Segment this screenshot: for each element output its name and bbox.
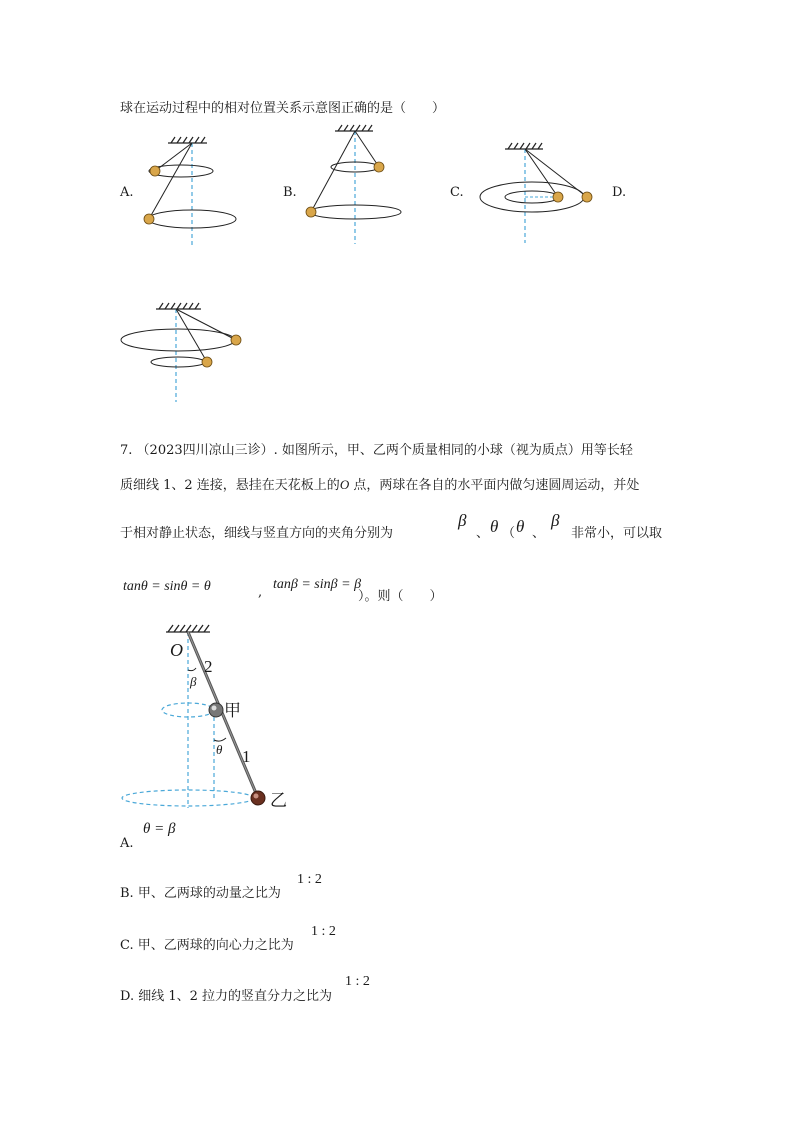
label-yi: 乙 — [270, 791, 287, 810]
label-theta: θ — [216, 742, 223, 757]
question-7-text-4: ）。则（ ） — [358, 589, 443, 604]
label-2: 2 — [204, 657, 213, 676]
formula-beta: tanβ = sinβ = β — [273, 577, 362, 592]
label-1: 1 — [242, 747, 251, 766]
question-7-text-3b: 非常小，可以取 — [571, 526, 663, 541]
lower-orbit — [151, 357, 205, 367]
point-o: O — [339, 477, 350, 492]
separator: 、 — [476, 526, 490, 541]
upper-orbit — [121, 329, 235, 351]
option-7d-value: 1 : 2 — [345, 974, 370, 989]
ball-outer — [582, 192, 592, 202]
question-7-text-2a: 质细线 1、2 连接，悬挂在天花板上的 — [120, 478, 340, 493]
option-7b-value: 1 : 2 — [297, 872, 322, 887]
ball-upper — [150, 166, 160, 176]
ceiling-hatch — [335, 125, 373, 131]
pendulum-figure — [110, 622, 310, 822]
ceiling-hatch — [166, 625, 210, 632]
string-highlight — [188, 632, 258, 798]
option-6b-figure — [303, 122, 413, 247]
option-6a-label: A. — [120, 185, 134, 200]
option-7d-letter: D. — [120, 989, 135, 1004]
question-6-stem: 球在运动过程中的相对位置关系示意图正确的是（ ） — [120, 101, 446, 116]
question-7-line-3 — [120, 526, 393, 542]
label-o: O — [170, 640, 183, 660]
label-jia: 甲 — [224, 701, 241, 720]
separator-2: 、 — [532, 526, 546, 541]
string-outer — [525, 149, 587, 197]
theta-symbol-2: θ — [516, 517, 525, 536]
ball-jia-highlight — [212, 706, 217, 711]
formula-comma: , — [258, 585, 263, 600]
ceiling-hatch — [168, 137, 207, 143]
ball-lower — [202, 357, 212, 367]
option-7d — [120, 989, 332, 1005]
string-lower — [149, 143, 192, 219]
string-upper — [155, 143, 192, 171]
option-6b-label: B. — [283, 185, 297, 200]
option-6d-figure — [118, 300, 248, 405]
ball-upper — [374, 162, 384, 172]
ceiling-hatch — [156, 303, 201, 309]
ball-upper — [231, 335, 241, 345]
ball-yi-highlight — [254, 794, 259, 799]
ball-lower — [306, 207, 316, 217]
option-6d-label: D. — [612, 185, 627, 200]
question-7-text-1: . 如图所示，甲、乙两个质量相同的小球（视为质点）用等长轻 — [273, 443, 633, 458]
option-7a-letter: A. — [120, 836, 134, 851]
option-7b-letter: B. — [120, 886, 134, 901]
theta-symbol: θ — [490, 517, 499, 536]
beta-symbol-2: β — [551, 511, 560, 530]
option-7b-text: 甲、乙两球的动量之比为 — [137, 886, 281, 901]
ball-yi — [251, 791, 265, 805]
option-7c-value: 1 : 2 — [311, 924, 336, 939]
option-7c-letter: C. — [120, 938, 134, 953]
formula-theta: tanθ = sinθ = θ — [123, 579, 211, 594]
lower-orbit — [148, 210, 236, 228]
paren-open: （ — [502, 526, 516, 541]
ceiling-hatch — [505, 143, 543, 149]
ball-lower — [144, 214, 154, 224]
angle-arc-beta — [188, 668, 196, 671]
ball-jia — [209, 703, 223, 717]
angle-arc-theta — [214, 738, 226, 741]
string-inner — [525, 149, 558, 197]
option-7b — [120, 886, 281, 902]
option-7c — [120, 938, 294, 954]
option-7a-value: θ = β — [143, 821, 176, 837]
question-7-text-2b: 点，两球在各自的水平面内做匀速圆周运动，并处 — [349, 478, 640, 493]
ball-inner — [553, 192, 563, 202]
question-7-text-3a: 于相对静止状态，细线与竖直方向的夹角分别为 — [120, 526, 394, 541]
question-number: 7. — [120, 443, 133, 458]
question-source: （2023四川凉山三诊） — [136, 443, 274, 458]
option-6a-figure — [140, 134, 255, 249]
question-7-line-1 — [120, 443, 633, 459]
option-7d-text: 细线 1、2 拉力的竖直分力之比为 — [138, 989, 333, 1004]
label-beta: β — [190, 674, 197, 689]
option-7c-text: 甲、乙两球的向心力之比为 — [137, 938, 294, 953]
option-6c-label: C. — [450, 185, 464, 200]
question-7-line-2 — [120, 477, 639, 494]
option-6c-figure — [470, 140, 600, 245]
beta-symbol: β — [458, 511, 467, 530]
